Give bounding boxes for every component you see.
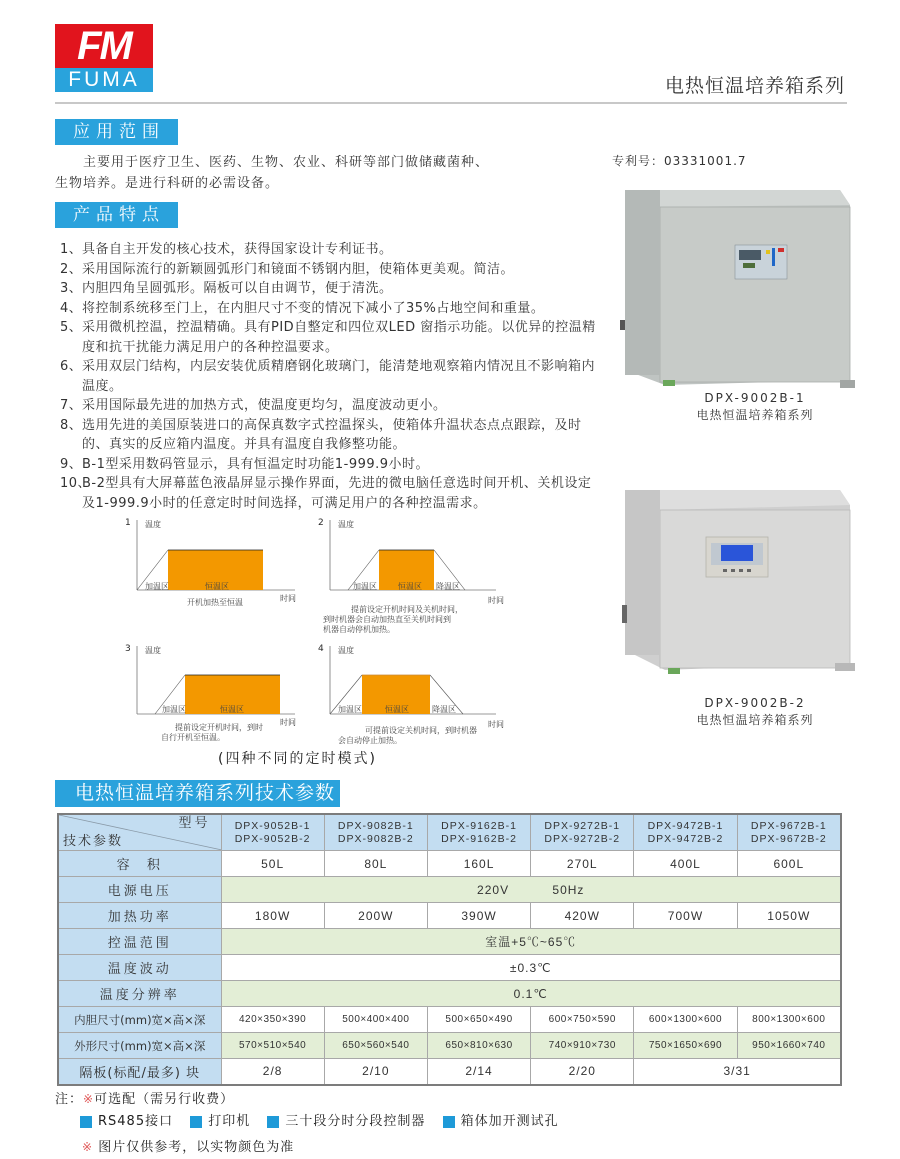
product-image-b2 [610,485,860,680]
timing-diagram-2 [318,518,513,634]
feature-item [60,299,600,319]
row-label: 控温范围 [58,929,221,955]
square-bullet-icon [190,1116,202,1128]
zone-const-label: 恒温区 [220,705,244,714]
table-cell: 200W [324,903,427,929]
table-cell: 950×1660×740 [737,1033,841,1059]
table-cell: 650×810×630 [427,1033,530,1059]
table-cell: 室温+5℃~65℃ [221,929,841,955]
feature-number: 3、 [60,281,83,296]
application-line-2: 生物培养。是进行科研的必需设备。 [55,176,280,191]
table-cell: 420×350×390 [221,1007,324,1033]
table-cell: 2/10 [324,1059,427,1085]
model-cell: DPX-9162B-1 DPX-9162B-2 [427,814,530,851]
table-cell: 650×560×540 [324,1033,427,1059]
option-label: 打印机 [208,1114,251,1129]
feature-text: 内胆四角呈圆弧形。隔板可以自由调节，便于清洗。 [82,281,393,296]
timing-diagram-3 [125,644,315,754]
timing-diagram-4 [318,644,513,754]
row-label: 温度波动 [58,955,221,981]
disclaimer-text: 图片仅供参考，以实物颜色为准 [98,1140,295,1155]
row-label: 容 积 [58,851,221,877]
features-list [60,240,600,513]
table-cell: 220V 50Hz [221,877,841,903]
zone-heat-label: 加温区 [338,705,362,714]
row-label: 温度分辨率 [58,981,221,1007]
feature-item [60,396,600,416]
spec-table-title: 电热恒温培养箱系列技术参数 [55,780,340,807]
options-list [55,1111,571,1136]
table-cell: 50L [221,851,324,877]
diagram-description: 会自动停止加热。 [338,736,402,745]
product-model: DPX-9002B-2 [704,696,806,710]
timing-modes-caption: (四种不同的定时模式) [218,751,377,767]
feature-number: 6、 [60,359,83,374]
notes-prefix: 注： [55,1092,84,1107]
feature-number: 5、 [60,320,83,335]
incubator-b2-illustration [610,485,860,680]
product-model: DPX-9002B-1 [704,391,806,405]
square-bullet-icon [80,1116,92,1128]
fuma-logo [55,24,153,92]
header-divider [55,102,847,104]
feature-text: 采用国际最先进的加热方式，使温度更均匀，温度波动更小。 [82,398,447,413]
y-axis-label: 温度 [145,646,161,655]
option-item [190,1111,250,1133]
row-label: 隔板(标配/最多) 块 [58,1059,221,1085]
table-cell: 80L [324,851,427,877]
timing-diagram-1 [125,518,315,628]
feature-text: B-1型采用数码管显示，具有恒温定时功能1-999.9小时。 [82,456,430,472]
x-axis-label: 时间 [488,596,504,605]
table-cell: 750×1650×690 [634,1033,737,1059]
table-cell: 570×510×540 [221,1033,324,1059]
diagram-number: 2 [318,518,324,528]
feature-item [60,260,600,280]
table-cell: 700W [634,903,737,929]
table-row-shelves [58,1059,841,1085]
zone-heat-label: 加温区 [145,582,169,591]
table-cell: 0.1℃ [221,981,841,1007]
notes-optional-line [55,1088,571,1111]
feature-text: 将控制系统移至门上，在内胆尺寸不变的情况下减小了35%占地空间和重量。 [82,300,545,316]
feature-text: 采用微机控温，控温精确。具有PID自整定和四位双LED 窗指示功能。以优异的控温精度和抗干扰能力满足用户的各种控温要求。 [82,320,596,355]
application-line-1: 主要用于医疗卫生、医药、生物、农业、科研等部门做储藏菌种、 [83,155,490,170]
zone-cool-label: 降温区 [436,582,460,591]
table-cell: 270L [531,851,634,877]
zone-heat-label: 加温区 [353,582,377,591]
feature-number: 9、 [60,456,83,472]
model-cell: DPX-9472B-1 DPX-9472B-2 [634,814,737,851]
feature-item [60,416,600,455]
table-cell: 2/20 [531,1059,634,1085]
feature-text: 具备自主开发的核心技术，获得国家设计专利证书。 [82,242,393,257]
diagram-description: 开机加热至恒温 [187,598,243,607]
table-cell: 420W [531,903,634,929]
x-axis-label: 时间 [280,594,296,603]
feature-item [60,240,600,260]
diagram-description: 机器自动停机加热。 [323,625,395,634]
x-axis-label: 时间 [280,718,296,727]
table-row-fluctuation [58,955,841,981]
table-cell: 1050W [737,903,841,929]
product-label-b1 [660,390,850,424]
diagram-description: 提前设定开机时间，到时 [175,723,263,732]
product-image-b1 [615,185,855,395]
zone-const-label: 恒温区 [398,582,422,591]
feature-item [60,279,600,299]
feature-number: 7、 [60,398,83,413]
table-row-power [58,903,841,929]
model-cell: DPX-9082B-1 DPX-9082B-2 [324,814,427,851]
spec-table [57,813,842,1086]
feature-number: 8、 [60,417,83,433]
model-cell: DPX-9272B-1 DPX-9272B-2 [531,814,634,851]
square-bullet-icon [443,1116,455,1128]
square-bullet-icon [267,1116,279,1128]
feature-item [60,318,600,357]
application-heading: 应用范围 [55,119,178,145]
patent-number: 专利号：03331001.7 [612,154,747,168]
table-cell: 390W [427,903,530,929]
diagram-number: 1 [125,518,131,528]
zone-const-label: 恒温区 [205,582,229,591]
diagram-description: 到时机器会自动加热直至关机时间到 [323,615,451,624]
table-cell: 160L [427,851,530,877]
corner-cell [58,814,221,851]
model-cell: DPX-9672B-1 DPX-9672B-2 [737,814,841,851]
logo-fm: FM [55,24,153,68]
table-cell: 600L [737,851,841,877]
y-axis-label: 温度 [338,646,354,655]
corner-model-label: 型号 [178,816,211,831]
option-label: 三十段分时分段控制器 [285,1114,426,1129]
table-cell: 180W [221,903,324,929]
disclaimer-line [55,1136,571,1159]
zone-cool-label: 降温区 [432,705,456,714]
option-item [80,1111,173,1133]
row-label: 外形尺寸(mm)宽×高×深 [58,1033,221,1059]
table-cell: 400L [634,851,737,877]
feature-item [60,357,600,396]
table-cell: 600×750×590 [531,1007,634,1033]
reference-mark-icon: ※ [83,1092,95,1106]
optional-note: 可选配（需另行收费） [94,1092,235,1107]
x-axis-label: 时间 [488,720,504,729]
option-item [443,1111,559,1133]
table-cell: 800×1300×600 [737,1007,841,1033]
product-name: 电热恒温培养箱系列 [696,408,814,422]
feature-item [60,474,600,513]
option-label: RS485接口 [98,1114,174,1129]
feature-text: 采用国际流行的新颖圆弧形门和镜面不锈钢内胆，使箱体更美观。简洁。 [82,261,515,277]
reference-mark-icon: ※ [82,1140,94,1154]
y-axis-label: 温度 [145,520,161,529]
product-name: 电热恒温培养箱系列 [696,713,814,727]
table-cell: 500×650×490 [427,1007,530,1033]
table-cell: 740×910×730 [531,1033,634,1059]
y-axis-label: 温度 [338,520,354,529]
option-item [267,1111,425,1133]
table-row-outer-size [58,1033,841,1059]
feature-text: B-2型具有大屏幕蓝色液晶屏显示操作界面，先进的微电脑任意选时间开机、关机设定及1-999.9小时的任意定时时间选择，可满足用户的各种控温需求。 [82,476,592,511]
table-row-models [58,814,841,851]
table-row-inner-size [58,1007,841,1033]
feature-item [60,455,600,475]
diagram-description: 提前设定开机时间及关机时间， [351,605,463,614]
table-row-range [58,929,841,955]
model-cell: DPX-9052B-1 DPX-9052B-2 [221,814,324,851]
series-title: 电热恒温培养箱系列 [664,75,845,97]
features-heading: 产品特点 [55,202,178,228]
table-row-resolution [58,981,841,1007]
diagram-description: 可提前设定关机时间，到时机器 [365,726,477,735]
table-cell: 3/31 [634,1059,841,1085]
option-label: 箱体加开测试孔 [460,1114,559,1129]
zone-heat-label: 加温区 [162,705,186,714]
logo-fuma: FUMA [55,68,153,92]
product-label-b2 [660,695,850,729]
diagram-number: 4 [318,644,324,654]
notes [55,1088,571,1159]
feature-text: 采用双层门结构，内层安装优质精磨钢化玻璃门，能清楚地观察箱内情况且不影响箱内温度。 [82,359,596,394]
row-label: 内胆尺寸(mm)宽×高×深 [58,1007,221,1033]
feature-number: 10、 [60,476,92,491]
zone-const-label: 恒温区 [385,705,409,714]
feature-number: 1、 [60,242,83,257]
feature-number: 4、 [60,300,83,316]
timing-chart-4 [318,644,508,734]
incubator-b1-illustration [615,185,855,395]
table-cell: ±0.3℃ [221,955,841,981]
table-cell: 600×1300×600 [634,1007,737,1033]
table-cell: 500×400×400 [324,1007,427,1033]
diagram-description: 自行开机至恒温。 [161,733,225,742]
timing-chart-2 [318,518,508,608]
table-cell: 2/14 [427,1059,530,1085]
corner-param-label: 技术参数 [63,834,124,849]
row-label: 电源电压 [58,877,221,903]
application-text [55,152,575,194]
table-row-volume [58,851,841,877]
row-label: 加热功率 [58,903,221,929]
table-row-voltage [58,877,841,903]
table-cell: 2/8 [221,1059,324,1085]
feature-number: 2、 [60,261,83,277]
feature-text: 选用先进的美国原装进口的高保真数字式控温探头，使箱体升温状态点点跟踪，及时的、真实的反应箱内温度。并具有温度自我修整功能。 [82,417,582,452]
diagram-number: 3 [125,644,131,654]
